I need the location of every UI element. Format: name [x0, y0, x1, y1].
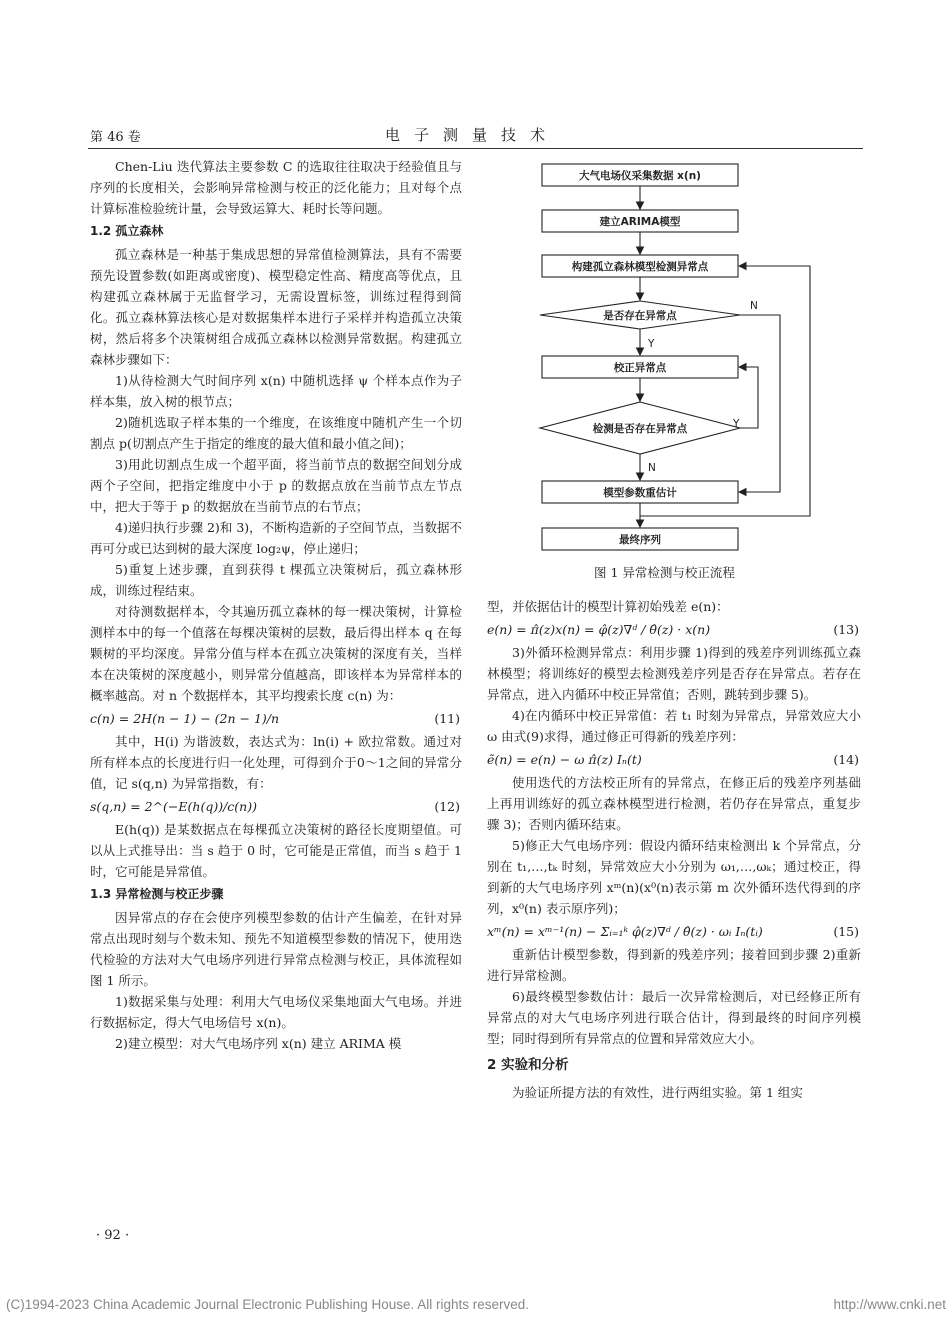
page-number: · 92 ·	[96, 1228, 130, 1243]
left-column	[90, 156, 462, 1054]
equation-formula: xᵐ(n) = xᵐ⁻¹(n) − Σᵢ₌₁ᵏ φ̂(z)∇ᵈ / θ̂(z) · ωᵢ Iₙ(tᵢ)	[487, 924, 763, 939]
volume-label: 第 46 卷	[90, 130, 141, 145]
flow-text-correct: 校正异常点	[613, 362, 667, 374]
equation-formula: s(q,n) = 2^(−E(h(q))/c(n))	[90, 799, 257, 814]
equation	[90, 706, 462, 731]
flow-label-y-outer: Y	[648, 338, 655, 350]
flow-label-n-inner: N	[648, 462, 656, 474]
flow-label-y-inner: Y	[733, 418, 740, 430]
paragraph: 对待测数据样本，令其遍历孤立森林的每一棵决策树，计算检测样本中的每一个值落在每棵决策树的层数，最后得出样本 q 在每颗树的平均深度。异常分值与样本在孤立决策树的深度有关，当样本在决策树的深度越小，则异常分值越高，即该样本为异常样本的概率越高。对 n 个数据样本，其平均搜索长度 c(n) 为：	[90, 604, 462, 703]
paragraph: 3)用此切割点生成一个超平面，将当前节点的数据空间划分成两个子空间，把指定维度中小于 p 的数据点放在当前节点左节点中，把大于等于 p 的数据放在当前节点的右节点；	[90, 457, 462, 514]
flow-text-reestimate: 模型参数重估计	[603, 487, 677, 499]
paragraph: 4)递归执行步骤 2)和 3)，不断构造新的子空间节点，当数据不再可分或已达到树的最大深度 log₂ψ，停止递归；	[90, 520, 462, 556]
flow-text-decision-inner: 检测是否存在异常点	[592, 423, 688, 435]
header-rule	[88, 148, 863, 149]
paragraph: 1)从待检测大气时间序列 x(n) 中随机选择 ψ 个样本点作为子样本集，放入树的根节点；	[90, 373, 462, 409]
footer-copyright: (C)1994-2023 China Academic Journal Electronic Publishing House. All rights reserved.	[6, 1297, 530, 1312]
paragraph: 5)修正大气电场序列：假设内循环结束检测出 k 个异常点，分别在 t₁,…,tₖ 时刻，异常效应大小分别为 ω₁,…,ωₖ；通过校正，得到新的大气电场序列 xᵐ(n)(x⁰(n)表示第 m 次外循环迭代得到的序列，x⁰(n) 表示原序列)；	[487, 838, 861, 916]
section-heading: 1.3 异常检测与校正步骤	[90, 887, 224, 901]
equation	[90, 794, 462, 819]
paragraph: 重新估计模型参数，得到新的残差序列；接着回到步骤 2)重新进行异常检测。	[487, 947, 861, 983]
footer	[6, 1297, 946, 1312]
paragraph: 4)在内循环中校正异常值：若 t₁ 时刻为异常点，异常效应大小 ω 由式(9)求得，通过修正可得新的残差序列：	[487, 708, 861, 744]
equation-number: (13)	[833, 622, 859, 637]
paragraph: 因异常点的存在会使序列模型参数的估计产生偏差，在针对异常点出现时刻与个数未知、预先不知道模型参数的情况下，使用迭代检验的方法对大气电场序列进行异常点检测与校正，具体流程如图 1 所示。	[90, 910, 462, 988]
paragraph: 5)重复上述步骤，直到获得 t 棵孤立决策树后，孤立森林形成，训练过程结束。	[90, 562, 462, 598]
paragraph: 2)建立模型：对大气电场序列 x(n) 建立 ARIMA 模	[115, 1036, 402, 1051]
paragraph: 使用迭代的方法校正所有的异常点，在修正后的残差序列基础上再用训练好的孤立森林模型进行检测，若仍存在异常点，重复步骤 3)；否则内循环结束。	[487, 775, 861, 832]
flow-text-arima: 建立ARIMA模型	[599, 216, 681, 228]
paragraph: 型，并依据估计的模型计算初始残差 e(n)：	[487, 599, 729, 614]
equation-number: (11)	[434, 711, 460, 726]
equation	[487, 919, 861, 944]
equation-formula: c(n) = 2H(n − 1) − (2n − 1)/n	[90, 711, 280, 726]
equation	[487, 747, 861, 772]
paragraph: 其中，H(i) 为谐波数，表达式为：ln(i) + 欧拉常数。通过对所有样本点的长度进行归一化处理，可得到介于0～1之间的异常分值，记 s(q,n) 为异常指数，有：	[90, 734, 462, 791]
section-heading: 1.2 孤立森林	[90, 224, 164, 238]
paragraph: E(h(q)) 是某数据点在每棵孤立决策树的路径长度期望值。可以从上式推导出：当 s 趋于 0 时，它可能是正常值，而当 s 趋于 1 时，它可能是异常值。	[90, 822, 462, 879]
flow-label-n-outer: N	[750, 300, 758, 312]
equation-formula: e(n) = π̂(z)x(n) = φ̂(z)∇ᵈ / θ̂(z) · x(n)	[487, 622, 711, 637]
paragraph: 6)最终模型参数估计：最后一次异常检测后，对已经修正所有异常点的对大气电场序列进行联合估计，得到最终的时间序列模型；同时得到所有异常点的位置和异常效应大小。	[487, 989, 861, 1046]
paragraph: Chen-Liu 迭代算法主要参数 C 的选取往往取决于经验值且与序列的长度相关，会影响异常检测与校正的泛化能力；且对每个点计算标准检验统计量，会导致运算大、耗时长等问题。	[90, 159, 462, 216]
paragraph: 2)随机选取子样本集的一个维度，在该维度中随机产生一个切割点 p(切割点产生于指定的维度的最大值和最小值之间)；	[90, 415, 462, 451]
journal-title: 电子测量技术	[385, 126, 560, 144]
paragraph: 为验证所提方法的有效性，进行两组实验。第 1 组实	[512, 1085, 803, 1100]
flow-text-collect: 大气电场仪采集数据 x(n)	[578, 170, 702, 182]
flow-text-final: 最终序列	[619, 534, 661, 546]
equation-number: (15)	[833, 924, 859, 939]
equation	[487, 617, 861, 642]
equation-formula: ẽ(n) = e(n) − ω π̂(z) Iₙ(t)	[487, 752, 642, 767]
right-column	[487, 596, 861, 1103]
equation-number: (14)	[833, 752, 859, 767]
footer-url[interactable]: http://www.cnki.net	[833, 1297, 946, 1312]
flow-text-build: 构建孤立森林模型检测异常点	[571, 261, 709, 273]
flow-text-decision-outer: 是否存在异常点	[603, 310, 677, 322]
paragraph: 1)数据采集与处理：利用大气电场仪采集地面大气电场。并进行数据标定，得大气电场信号 x(n)。	[90, 994, 462, 1030]
paragraph: 3)外循环检测异常点：利用步骤 1)得到的残差序列训练孤立森林模型；将训练好的模型去检测残差序列是否存在异常点。若存在异常点，进入内循环中校正异常值；否则，跳转到步骤 5)。	[487, 645, 861, 702]
equation-number: (12)	[434, 799, 460, 814]
paragraph: 孤立森林是一种基于集成思想的异常值检测算法，具有不需要预先设置参数(如距离或密度)、模型稳定性高、精度高等优点，且构建孤立森林属于无监督学习，无需设置标签，训练过程得到简化。孤立森林算法核心是对数据集样本进行子采样并构造孤立决策树，然后将多个决策树组合成孤立森林以检测异常数据。构建孤立森林步骤如下：	[90, 247, 462, 367]
section-heading: 2 实验和分析	[487, 1057, 569, 1073]
flowchart	[520, 155, 840, 555]
figure-caption: 图 1 异常检测与校正流程	[594, 565, 735, 580]
